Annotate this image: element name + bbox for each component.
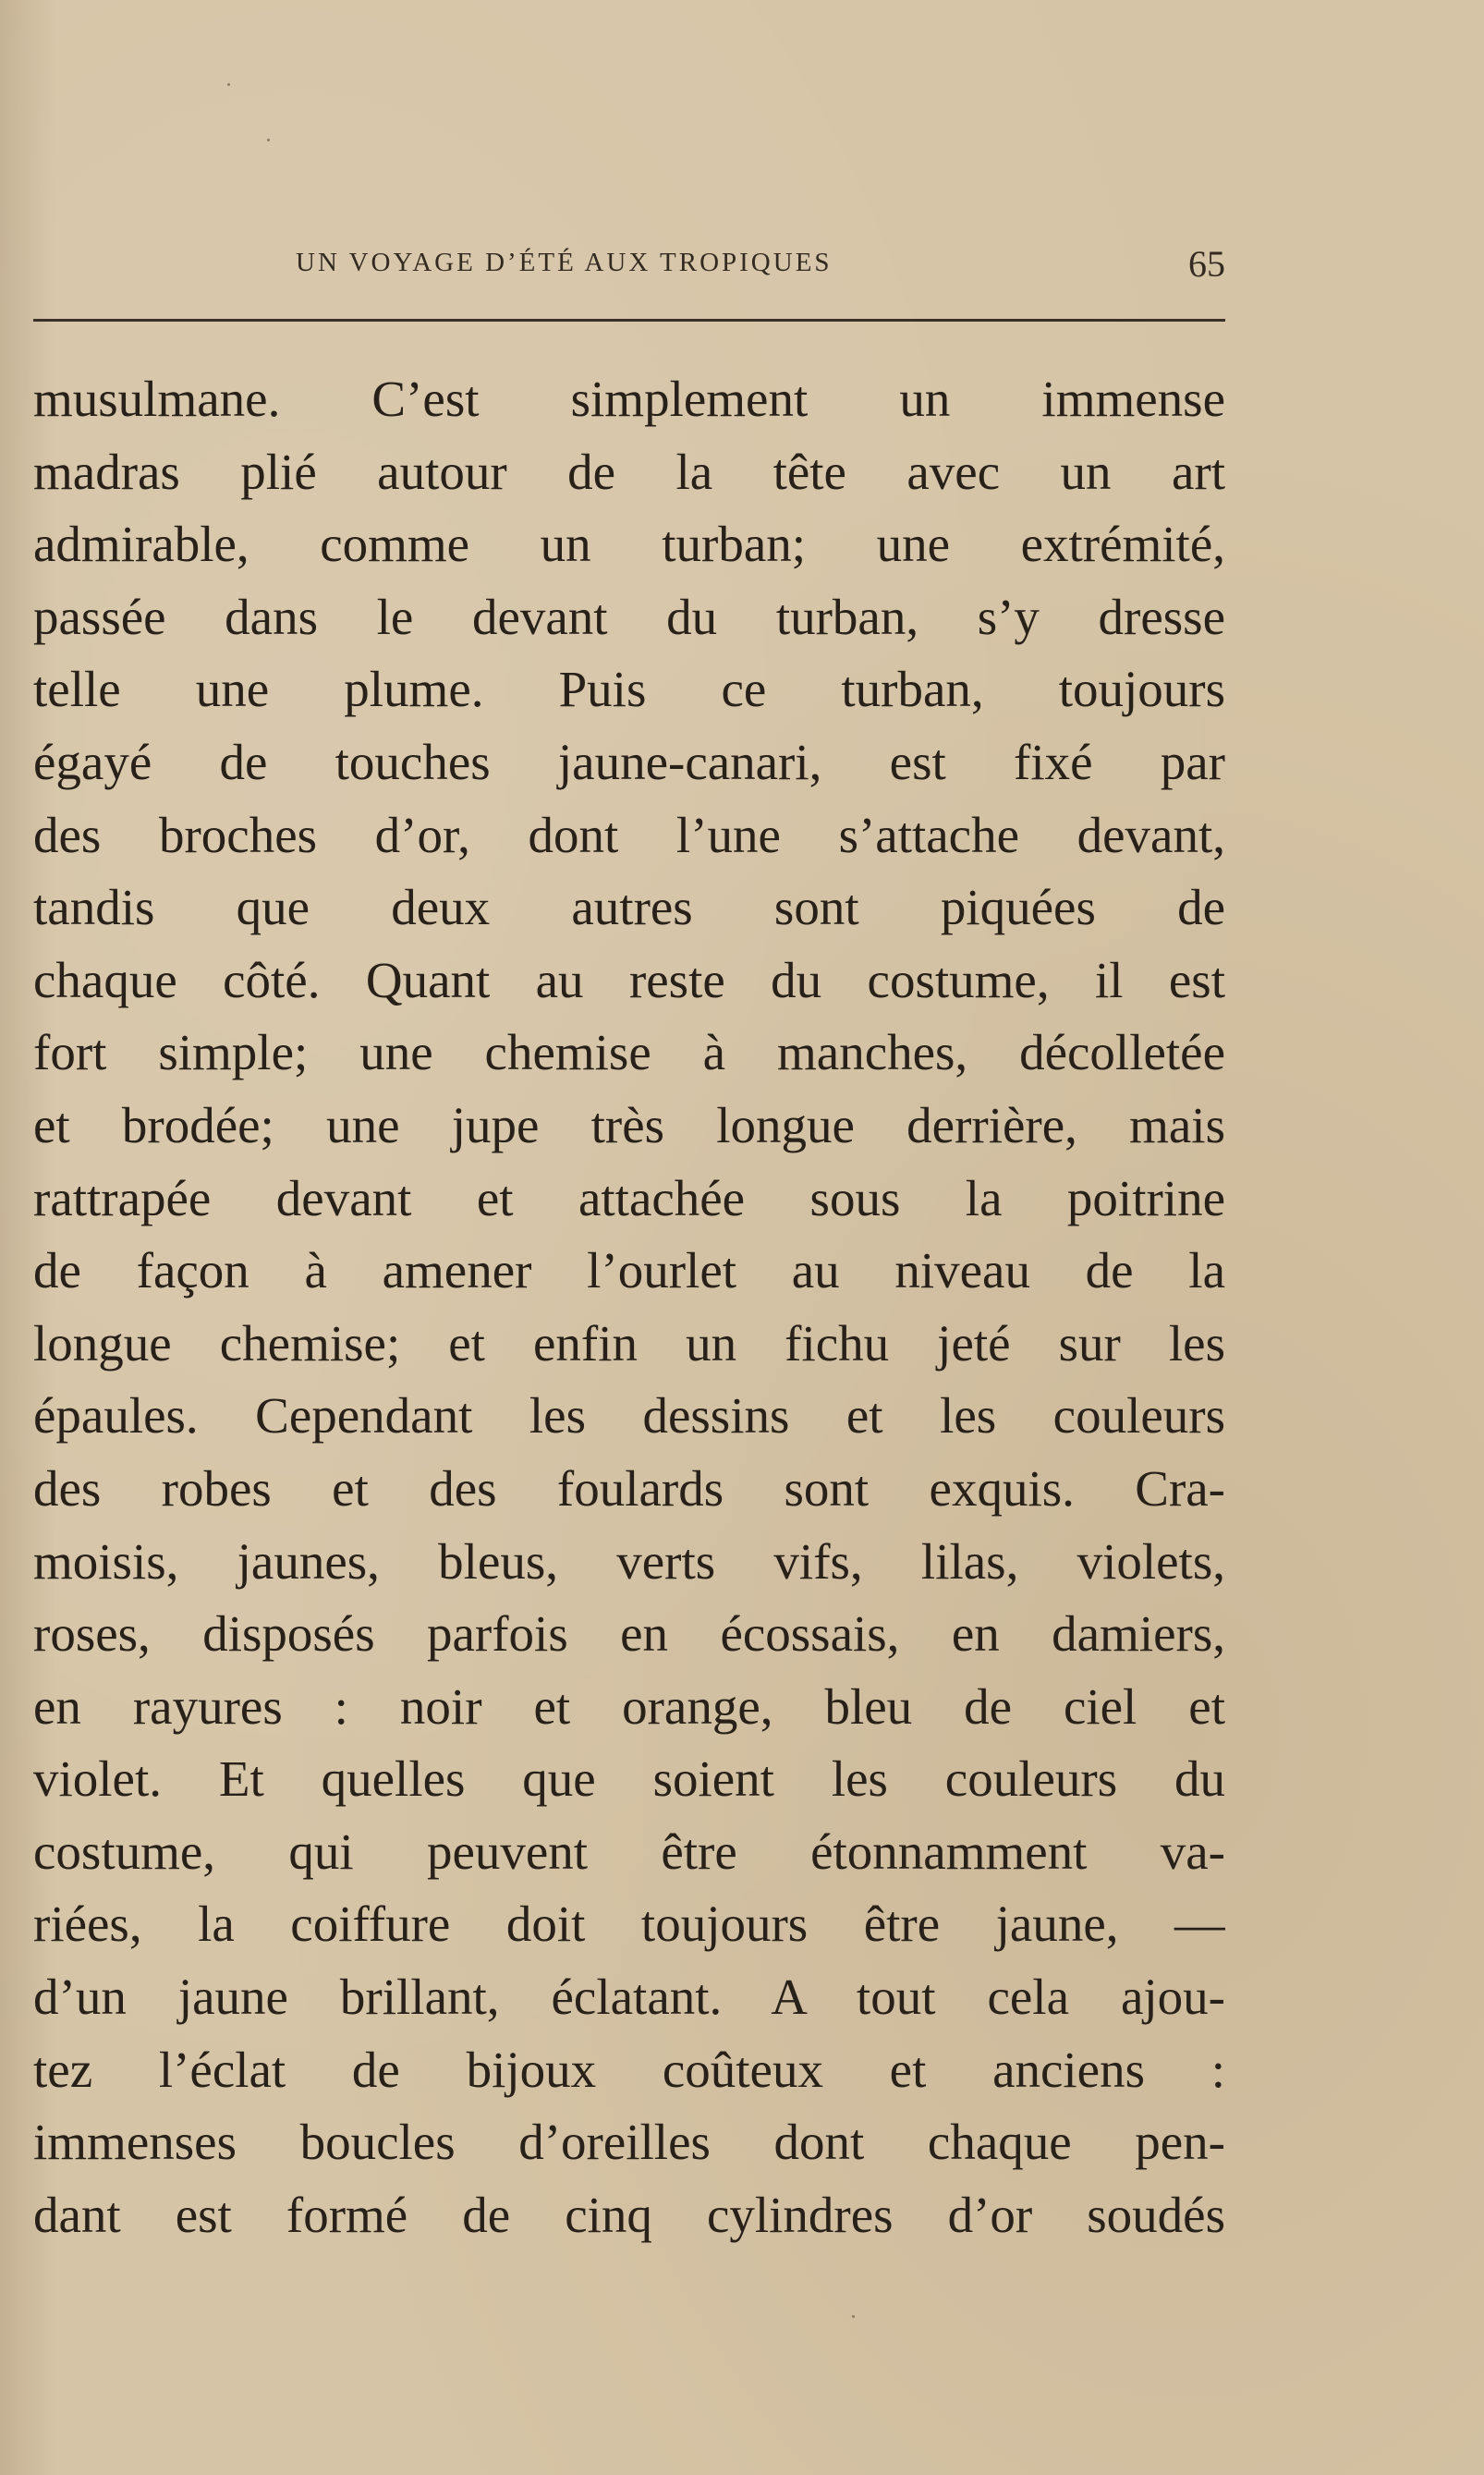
text-line: immenses boucles d’oreilles dont chaque pen- — [33, 2114, 1225, 2171]
text-line: roses, disposés parfois en écossais, en damiers, — [33, 1605, 1225, 1663]
running-header — [33, 243, 1225, 294]
text-line: passée dans le devant du turban, s’y dresse — [33, 588, 1225, 645]
text-line: de façon à amener l’ourlet au niveau de la — [33, 1242, 1225, 1299]
text-line: longue chemise; et enfin un fichu jeté sur les — [33, 1314, 1225, 1372]
text-line: madras plié autour de la tête avec un art — [33, 443, 1225, 500]
text-line: tandis que deux autres sont piquées de — [33, 879, 1225, 936]
text-line: fort simple; une chemise à manches, décolletée — [33, 1024, 1225, 1081]
page-number: 65 — [1188, 243, 1225, 285]
text-line: chaque côté. Quant au reste du costume, il est — [33, 951, 1225, 1008]
header-rule — [33, 319, 1225, 322]
paper-speck — [227, 83, 230, 86]
text-line: tez l’éclat de bijoux coûteux et anciens : — [33, 2041, 1225, 2098]
paper-speck — [267, 139, 270, 141]
text-line: d’un jaune brillant, éclatant. A tout cela ajou- — [33, 1969, 1225, 2026]
text-line: musulmane. C’est simplement un immense — [33, 371, 1225, 427]
text-line: costume, qui peuvent être étonnamment va- — [33, 1823, 1225, 1880]
text-line: riées, la coiffure doit toujours être jaune, — — [33, 1896, 1225, 1953]
text-line: égayé de touches jaune-canari, est fixé par — [33, 733, 1225, 790]
text-line: des broches d’or, dont l’une s’attache devant, — [33, 806, 1225, 863]
text-line: en rayures : noir et orange, bleu de ciel et — [33, 1677, 1225, 1735]
text-line: des robes et des foulards sont exquis. Cra- — [33, 1459, 1225, 1517]
body-text — [33, 363, 1225, 2251]
text-line: telle une plume. Puis ce turban, toujours — [33, 661, 1225, 718]
text-line: dant est formé de cinq cylindres d’or soudés — [33, 2186, 1225, 2243]
text-line: rattrapée devant et attachée sous la poitrine — [33, 1169, 1225, 1226]
text-line: épaules. Cependant les dessins et les couleurs — [33, 1387, 1225, 1445]
paper-speck — [852, 2315, 855, 2318]
text-line: et brodée; une jupe très longue derrière, mais — [33, 1096, 1225, 1153]
text-line: violet. Et quelles que soient les couleurs du — [33, 1750, 1225, 1808]
text-line: admirable, comme un turban; une extrémité, — [33, 516, 1225, 573]
running-title: UN VOYAGE D’ÉTÉ AUX TROPIQUES — [296, 248, 833, 277]
text-line: moisis, jaunes, bleus, verts vifs, lilas, violets, — [33, 1532, 1225, 1590]
